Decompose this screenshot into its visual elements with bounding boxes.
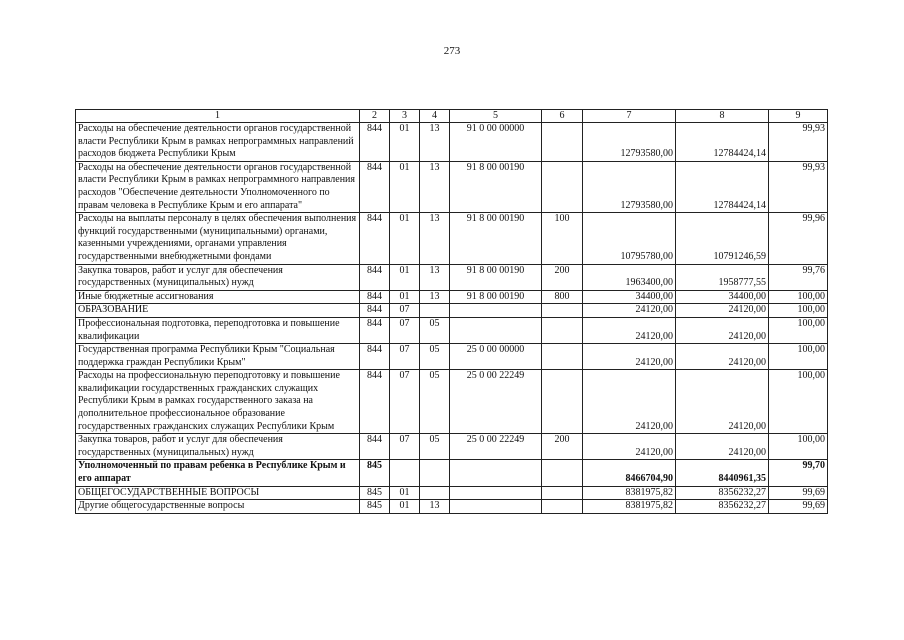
department-code-cell: 844: [360, 290, 390, 304]
department-code-cell: 844: [360, 123, 390, 162]
target-item-code-cell: [450, 304, 542, 318]
expense-type-code-cell: [542, 161, 583, 212]
expense-type-code-cell: 200: [542, 434, 583, 460]
execution-percent-cell: 100,00: [769, 304, 828, 318]
planned-amount-cell: 24120,00: [583, 434, 676, 460]
page-number: 273: [443, 45, 461, 57]
actual-amount-cell: 8356232,27: [676, 486, 769, 500]
expense-type-code-cell: 800: [542, 290, 583, 304]
expense-name-cell: ОБРАЗОВАНИЕ: [76, 304, 360, 318]
planned-amount-cell: 12793580,00: [583, 123, 676, 162]
target-item-code-cell: 25 0 00 22249: [450, 370, 542, 434]
section-code-cell: [390, 460, 420, 486]
planned-amount-cell: 8381975,82: [583, 486, 676, 500]
execution-percent-cell: 100,00: [769, 290, 828, 304]
subsection-code-cell: 13: [420, 123, 450, 162]
department-code-cell: 844: [360, 213, 390, 264]
target-item-code-cell: 91 0 00 00000: [450, 123, 542, 162]
expense-name-cell: Расходы на выплаты персоналу в целях обеспечения выполнения функций государственными (муниципальными) органами, казенными учреждениями, органами управления государственными внебюджетными фондами: [76, 213, 360, 264]
expense-name-cell: Государственная программа Республики Крым "Социальная поддержка граждан Республики Крым": [76, 344, 360, 370]
expense-type-code-cell: [542, 460, 583, 486]
execution-percent-cell: 99,70: [769, 460, 828, 486]
expense-name-cell: Профессиональная подготовка, переподготовка и повышение квалификации: [76, 317, 360, 343]
section-code-cell: 07: [390, 370, 420, 434]
expense-name-cell: Расходы на профессиональную переподготовку и повышение квалификации государственных гражданских служащих Республики Крым в рамках государственного заказа на дополнительное профессиональное образование государственных гражданских служащих Республики Крым: [76, 370, 360, 434]
target-item-code-cell: [450, 317, 542, 343]
section-code-cell: 07: [390, 344, 420, 370]
table-row: [76, 304, 828, 318]
column-header: 9: [769, 110, 828, 123]
budget-table: [75, 109, 828, 514]
target-item-code-cell: 91 8 00 00190: [450, 290, 542, 304]
table-row: [76, 213, 828, 264]
column-header: 4: [420, 110, 450, 123]
execution-percent-cell: 99,69: [769, 486, 828, 500]
table-header-row: [76, 110, 828, 123]
subsection-code-cell: 13: [420, 290, 450, 304]
subsection-code-cell: 05: [420, 370, 450, 434]
planned-amount-cell: 1963400,00: [583, 264, 676, 290]
actual-amount-cell: 24120,00: [676, 370, 769, 434]
expense-type-code-cell: 100: [542, 213, 583, 264]
planned-amount-cell: 12793580,00: [583, 161, 676, 212]
target-item-code-cell: [450, 500, 542, 514]
execution-percent-cell: 100,00: [769, 344, 828, 370]
column-header: 2: [360, 110, 390, 123]
subsection-code-cell: 05: [420, 434, 450, 460]
planned-amount-cell: 24120,00: [583, 344, 676, 370]
section-code-cell: 01: [390, 213, 420, 264]
execution-percent-cell: 100,00: [769, 434, 828, 460]
target-item-code-cell: 25 0 00 00000: [450, 344, 542, 370]
expense-type-code-cell: [542, 370, 583, 434]
section-code-cell: 07: [390, 434, 420, 460]
actual-amount-cell: 24120,00: [676, 434, 769, 460]
section-code-cell: 01: [390, 123, 420, 162]
actual-amount-cell: 24120,00: [676, 304, 769, 318]
execution-percent-cell: 99,96: [769, 213, 828, 264]
table-row: [76, 486, 828, 500]
planned-amount-cell: 24120,00: [583, 370, 676, 434]
section-code-cell: 01: [390, 486, 420, 500]
table-row: [76, 344, 828, 370]
subsection-code-cell: 13: [420, 500, 450, 514]
column-header: 1: [76, 110, 360, 123]
table-row: [76, 290, 828, 304]
table-row: [76, 123, 828, 162]
actual-amount-cell: 12784424,14: [676, 161, 769, 212]
expense-name-cell: ОБЩЕГОСУДАРСТВЕННЫЕ ВОПРОСЫ: [76, 486, 360, 500]
target-item-code-cell: [450, 486, 542, 500]
expense-type-code-cell: [542, 317, 583, 343]
table-row: [76, 161, 828, 212]
table-row: [76, 460, 828, 486]
expense-name-cell: Другие общегосударственные вопросы: [76, 500, 360, 514]
table-row: [76, 317, 828, 343]
execution-percent-cell: 99,93: [769, 161, 828, 212]
execution-percent-cell: 99,69: [769, 500, 828, 514]
table-row: [76, 500, 828, 514]
department-code-cell: 844: [360, 434, 390, 460]
section-code-cell: 01: [390, 264, 420, 290]
expense-name-cell: Расходы на обеспечение деятельности органов государственной власти Республики Крым в рамках непрограммного направления расходов "Обеспечение деятельности Уполномоченного по правам человека в Республике Крым и его аппарата": [76, 161, 360, 212]
expense-type-code-cell: [542, 123, 583, 162]
expense-type-code-cell: [542, 486, 583, 500]
column-header: 5: [450, 110, 542, 123]
department-code-cell: 845: [360, 500, 390, 514]
department-code-cell: 844: [360, 370, 390, 434]
planned-amount-cell: 10795780,00: [583, 213, 676, 264]
department-code-cell: 844: [360, 344, 390, 370]
subsection-code-cell: 05: [420, 344, 450, 370]
actual-amount-cell: 24120,00: [676, 344, 769, 370]
column-header: 7: [583, 110, 676, 123]
department-code-cell: 844: [360, 304, 390, 318]
section-code-cell: 07: [390, 317, 420, 343]
expense-name-cell: Иные бюджетные ассигнования: [76, 290, 360, 304]
actual-amount-cell: 8440961,35: [676, 460, 769, 486]
section-code-cell: 01: [390, 500, 420, 514]
execution-percent-cell: 99,93: [769, 123, 828, 162]
planned-amount-cell: 8381975,82: [583, 500, 676, 514]
planned-amount-cell: 34400,00: [583, 290, 676, 304]
planned-amount-cell: 8466704,90: [583, 460, 676, 486]
execution-percent-cell: 99,76: [769, 264, 828, 290]
subsection-code-cell: [420, 304, 450, 318]
target-item-code-cell: 25 0 00 22249: [450, 434, 542, 460]
expense-type-code-cell: [542, 304, 583, 318]
target-item-code-cell: [450, 460, 542, 486]
target-item-code-cell: 91 8 00 00190: [450, 161, 542, 212]
expense-type-code-cell: [542, 500, 583, 514]
expense-name-cell: Закупка товаров, работ и услуг для обеспечения государственных (муниципальных) нужд: [76, 264, 360, 290]
table-row: [76, 264, 828, 290]
expense-type-code-cell: 200: [542, 264, 583, 290]
target-item-code-cell: 91 8 00 00190: [450, 213, 542, 264]
table-row: [76, 370, 828, 434]
actual-amount-cell: 10791246,59: [676, 213, 769, 264]
section-code-cell: 07: [390, 304, 420, 318]
subsection-code-cell: [420, 460, 450, 486]
table-row: [76, 434, 828, 460]
column-header: 3: [390, 110, 420, 123]
expense-name-cell: Уполномоченный по правам ребенка в Республике Крым и его аппарат: [76, 460, 360, 486]
planned-amount-cell: 24120,00: [583, 304, 676, 318]
execution-percent-cell: 100,00: [769, 317, 828, 343]
column-header: 8: [676, 110, 769, 123]
subsection-code-cell: 05: [420, 317, 450, 343]
department-code-cell: 845: [360, 460, 390, 486]
column-header: 6: [542, 110, 583, 123]
actual-amount-cell: 34400,00: [676, 290, 769, 304]
actual-amount-cell: 24120,00: [676, 317, 769, 343]
target-item-code-cell: 91 8 00 00190: [450, 264, 542, 290]
actual-amount-cell: 12784424,14: [676, 123, 769, 162]
subsection-code-cell: 13: [420, 213, 450, 264]
execution-percent-cell: 100,00: [769, 370, 828, 434]
expense-name-cell: Расходы на обеспечение деятельности органов государственной власти Республики Крым в рамках непрограммных направлений расходов бюджета Республики Крым: [76, 123, 360, 162]
department-code-cell: 845: [360, 486, 390, 500]
department-code-cell: 844: [360, 161, 390, 212]
planned-amount-cell: 24120,00: [583, 317, 676, 343]
subsection-code-cell: 13: [420, 161, 450, 212]
subsection-code-cell: 13: [420, 264, 450, 290]
actual-amount-cell: 1958777,55: [676, 264, 769, 290]
expense-name-cell: Закупка товаров, работ и услуг для обеспечения государственных (муниципальных) нужд: [76, 434, 360, 460]
section-code-cell: 01: [390, 290, 420, 304]
expense-type-code-cell: [542, 344, 583, 370]
subsection-code-cell: [420, 486, 450, 500]
department-code-cell: 844: [360, 317, 390, 343]
section-code-cell: 01: [390, 161, 420, 212]
department-code-cell: 844: [360, 264, 390, 290]
table-body: [76, 123, 828, 514]
actual-amount-cell: 8356232,27: [676, 500, 769, 514]
